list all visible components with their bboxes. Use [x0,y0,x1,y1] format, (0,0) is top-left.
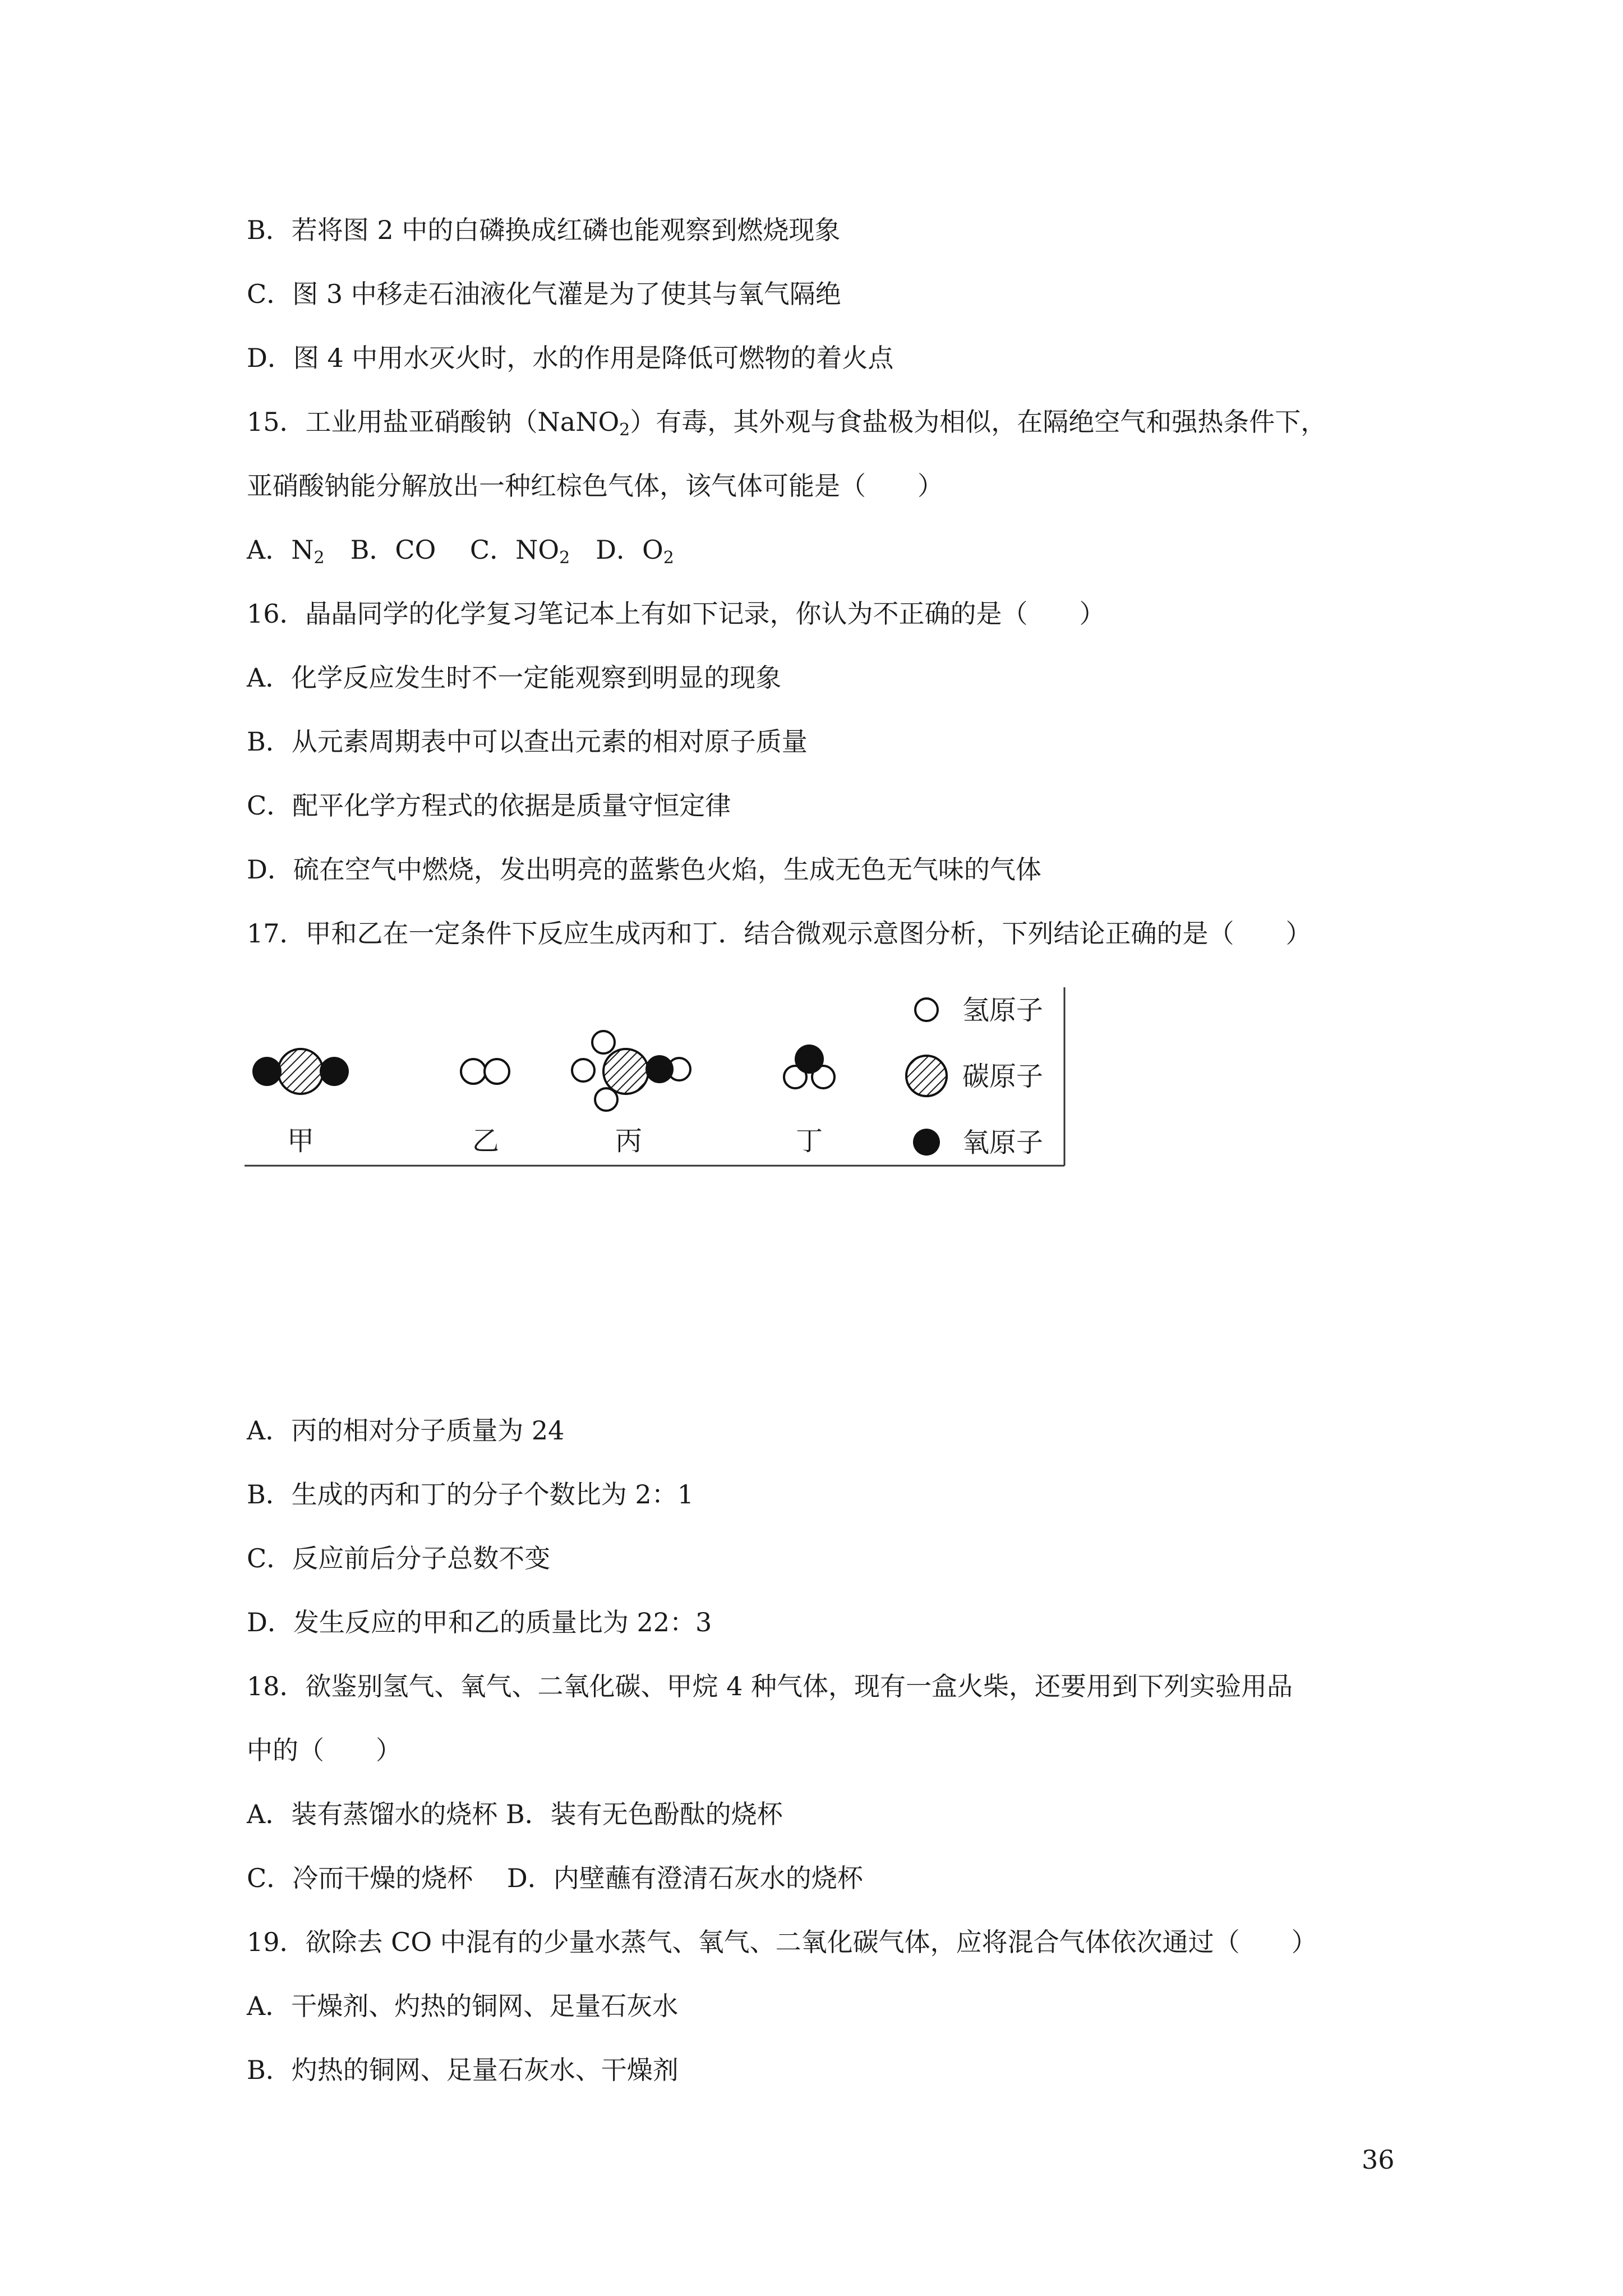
q17-option-c: C．反应前后分子总数不变 [247,1543,551,1573]
q16-option-a: A．化学反应发生时不一定能观察到明显的现象 [247,662,782,693]
legend-oxygen: 氧原子 [962,1127,1044,1158]
q18-stem-line2: 中的（ ） [247,1735,402,1765]
q18-options-ab: A．装有蒸馏水的烧杯 B．装有无色酚酞的烧杯 [247,1799,783,1829]
hydrogen-legend-icon [915,999,938,1021]
q16-option-b: B．从元素周期表中可以查出元素的相对原子质量 [247,726,808,757]
q17-stem: 17．甲和乙在一定条件下反应生成丙和丁．结合微观示意图分析，下列结论正确的是（ ） [247,918,1312,949]
q15-stem-line2: 亚硝酸钠能分解放出一种红棕色气体，该气体可能是（ ） [247,471,943,501]
q17-option-b: B．生成的丙和丁的分子个数比为 2：1 [247,1479,694,1510]
q16-option-d: D．硫在空气中燃烧，发出明亮的蓝紫色火焰，生成无色无气味的气体 [247,854,1041,885]
q18-options-cd: C．冷而干燥的烧杯 D．内壁蘸有澄清石灰水的烧杯 [247,1863,863,1893]
oxygen-legend-icon [913,1129,940,1156]
q17-option-a: A．丙的相对分子质量为 24 [247,1415,565,1446]
molecule-jia [252,1049,349,1094]
q14-option-c: C．图 3 中移走石油液化气灌是为了使其与氧气隔绝 [247,279,841,309]
molecule-bing [572,1031,690,1111]
molecule-diagram [245,987,1075,1167]
molecule-ding [784,1045,834,1088]
q16-option-c: C．配平化学方程式的依据是质量守恒定律 [247,790,731,821]
label-bing: 丙 [615,1125,643,1157]
label-ding: 丁 [795,1125,823,1157]
q19-option-a: A．干燥剂、灼热的铜网、足量石灰水 [247,1991,679,2021]
legend-carbon: 碳原子 [962,1061,1044,1092]
q19-stem: 19．欲除去 CO 中混有的少量水蒸气、氧气、二氧化碳气体，应将混合气体依次通过（ ） [247,1927,1317,1957]
q16-stem: 16．晶晶同学的化学复习笔记本上有如下记录，你认为不正确的是（ ） [247,599,1105,629]
page-number: 36 [1362,2145,1395,2175]
label-jia: 甲 [287,1125,315,1157]
q19-option-b: B．灼热的铜网、足量石灰水、干燥剂 [247,2055,679,2085]
legend-hydrogen: 氢原子 [962,995,1044,1026]
q15-stem: 15．工业用盐亚硝酸钠（NaNO$_2$）有毒，其外观与食盐极为相似，在隔绝空气和强热条件下， [247,407,1327,440]
q18-stem: 18．欲鉴别氢气、氧气、二氧化碳、甲烷 4 种气体，现有一盒火柴，还要用到下列实验用品 [247,1671,1293,1701]
legend [906,995,1043,1158]
q14-option-d: D．图 4 中用水灭火时，水的作用是降低可燃物的着火点 [247,343,894,373]
q17-option-d: D．发生反应的甲和乙的质量比为 22：3 [247,1607,712,1637]
molecule-yi [461,1059,509,1084]
q14-option-b: B．若将图 2 中的白磷换成红磷也能观察到燃烧现象 [247,215,841,245]
carbon-legend-icon [906,1056,947,1096]
label-yi: 乙 [472,1125,500,1157]
q15-options: A．$N_2$ B．CO C．$NO_2$ D．$O_2$ [247,535,674,568]
